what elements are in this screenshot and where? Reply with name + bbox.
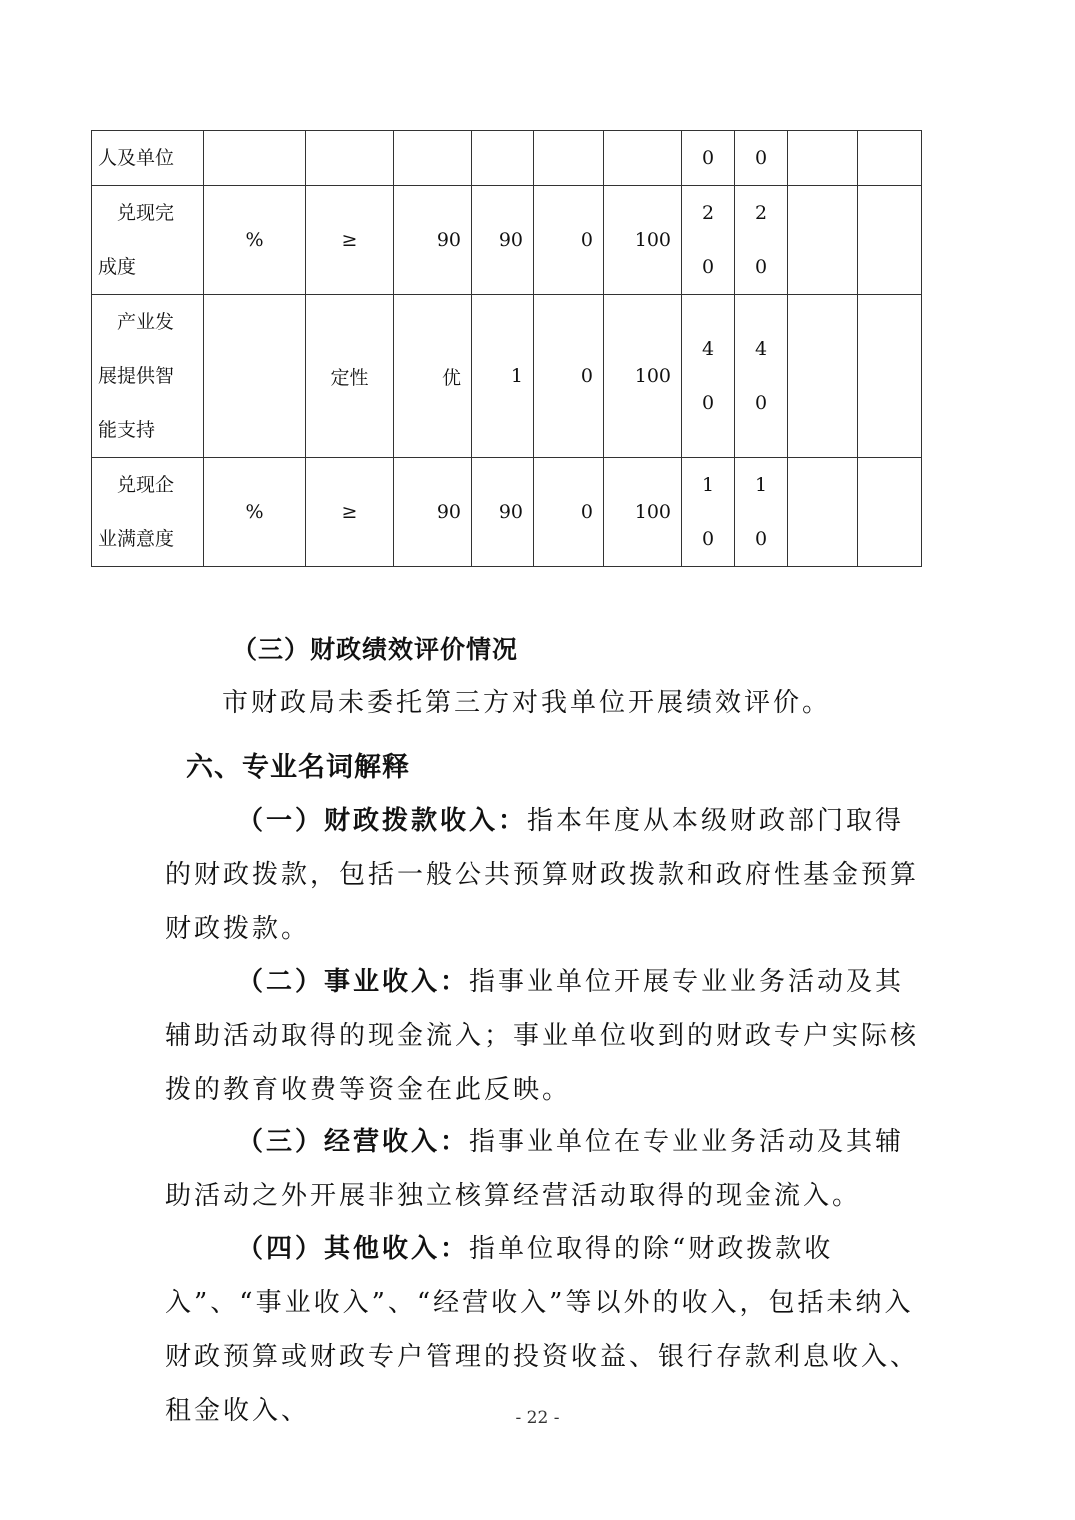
definition-term: （一）财政拨款收入： bbox=[237, 806, 528, 836]
weight-cell: 0 bbox=[682, 131, 735, 186]
unit-cell bbox=[204, 131, 306, 186]
actual-value-cell: 1 bbox=[472, 295, 534, 458]
completion-cell bbox=[604, 131, 682, 186]
table-row bbox=[92, 186, 922, 295]
empty-cell bbox=[788, 295, 858, 458]
empty-cell bbox=[858, 295, 922, 458]
definition-text: 指事业单位在专业业务活动及其辅助活动之外开展非独立核算经营活动取得的现金流入。 bbox=[165, 1127, 905, 1211]
actual-value-cell bbox=[472, 131, 534, 186]
deviation-cell: 0 bbox=[534, 295, 604, 458]
deviation-cell bbox=[534, 131, 604, 186]
definition-term: （二）事业收入： bbox=[237, 967, 470, 997]
score-cell: 2 0 bbox=[735, 186, 788, 295]
operator-cell: 定性 bbox=[306, 295, 394, 458]
definition-text: 指本年度从本级财政部门取得的财政拨款，包括一般公共预算财政拨款和政府性基金预算财政拨款。 bbox=[165, 806, 920, 944]
weight-cell: 1 0 bbox=[682, 458, 735, 567]
completion-cell: 100 bbox=[604, 458, 682, 567]
target-value-cell bbox=[394, 131, 472, 186]
unit-cell: % bbox=[204, 186, 306, 295]
actual-value-cell: 90 bbox=[472, 458, 534, 567]
deviation-cell: 0 bbox=[534, 186, 604, 295]
definition-item-3 bbox=[165, 1115, 925, 1223]
weight-cell: 4 0 bbox=[682, 295, 735, 458]
score-cell: 4 0 bbox=[735, 295, 788, 458]
target-value-cell: 90 bbox=[394, 458, 472, 567]
operator-cell: ≥ bbox=[306, 458, 394, 567]
indicator-name-cell: 产业发 展提供智 能支持 bbox=[92, 295, 204, 458]
empty-cell bbox=[788, 131, 858, 186]
definition-text: 指事业单位开展专业业务活动及其辅助活动取得的现金流入；事业单位收到的财政专户实际核拨的教育收费等资金在此反映。 bbox=[165, 967, 920, 1105]
section3-heading: （三）财政绩效评价情况 bbox=[232, 635, 519, 664]
score-cell: 1 0 bbox=[735, 458, 788, 567]
page-number: - 22 - bbox=[515, 1408, 560, 1428]
table-row bbox=[92, 295, 922, 458]
empty-cell bbox=[788, 186, 858, 295]
indicator-name-cell: 兑现完 成度 bbox=[92, 186, 204, 295]
target-value-cell: 优 bbox=[394, 295, 472, 458]
deviation-cell: 0 bbox=[534, 458, 604, 567]
actual-value-cell: 90 bbox=[472, 186, 534, 295]
completion-cell: 100 bbox=[604, 186, 682, 295]
weight-cell: 2 0 bbox=[682, 186, 735, 295]
definition-term: （四）其他收入： bbox=[237, 1234, 470, 1264]
operator-cell: ≥ bbox=[306, 186, 394, 295]
table-row bbox=[92, 458, 922, 567]
empty-cell bbox=[858, 131, 922, 186]
unit-cell: % bbox=[204, 458, 306, 567]
performance-table bbox=[91, 130, 922, 567]
definition-item-4 bbox=[165, 1222, 925, 1438]
indicator-name-cell: 人及单位 bbox=[92, 131, 204, 186]
operator-cell bbox=[306, 131, 394, 186]
target-value-cell: 90 bbox=[394, 186, 472, 295]
unit-cell bbox=[204, 295, 306, 458]
indicator-name-cell: 兑现企 业满意度 bbox=[92, 458, 204, 567]
score-cell: 0 bbox=[735, 131, 788, 186]
section6-heading: 六、专业名词解释 bbox=[186, 752, 410, 783]
empty-cell bbox=[858, 186, 922, 295]
definition-item-2 bbox=[165, 955, 925, 1117]
table-row bbox=[92, 131, 922, 186]
empty-cell bbox=[788, 458, 858, 567]
definition-item-1 bbox=[165, 794, 925, 956]
completion-cell: 100 bbox=[604, 295, 682, 458]
empty-cell bbox=[858, 458, 922, 567]
section3-body: 市财政局未委托第三方对我单位开展绩效评价。 bbox=[222, 688, 832, 718]
definition-text: 指单位取得的除“财政拨款收入”、“事业收入”、“经营收入”等以外的收入，包括未纳入财政预算或财政专户管理的投资收益、银行存款利息收入、租金收入、 bbox=[165, 1234, 920, 1426]
definition-term: （三）经营收入： bbox=[237, 1127, 470, 1157]
